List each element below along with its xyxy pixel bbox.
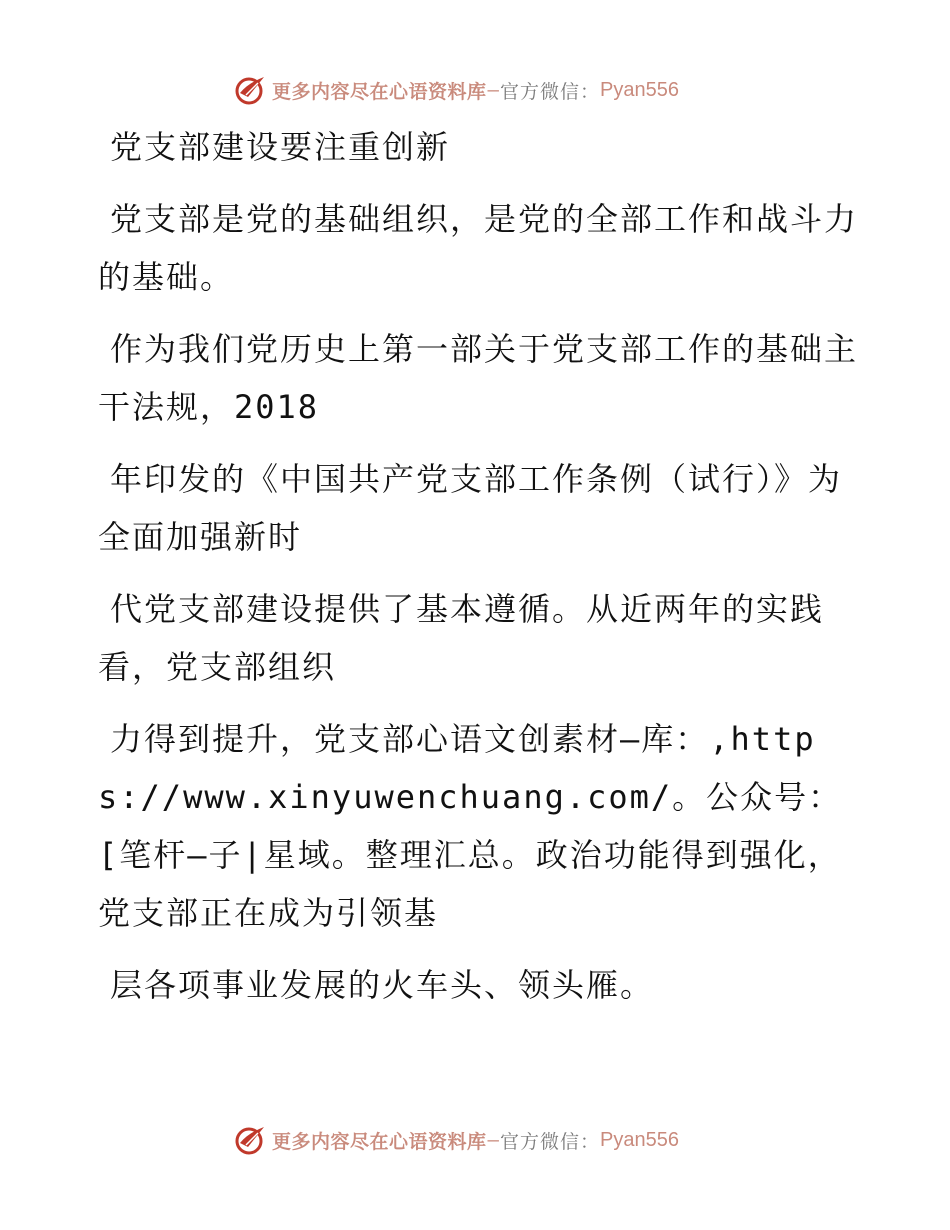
paragraph: 作为我们党历史上第一部关于党支部工作的基础主干法规，2018	[98, 330, 859, 426]
paragraph: 代党支部建设提供了基本遵循。从近两年的实践看，党支部组织	[98, 590, 825, 686]
paragraph: 党支部是党的基础组织，是党的全部工作和战斗力的基础。	[98, 200, 859, 296]
watermark-account: Pyan556	[599, 1128, 679, 1151]
paragraph: 层各项事业发展的火车头、领头雁。	[110, 966, 655, 1004]
paragraph: 力得到提升，党支部心语文创素材—库：,https://www.xinyuwenchuang.com/。公众号：[笔杆—子|星域。整理汇总。政治功能得到强化，党支部正在成为引领基	[98, 720, 843, 932]
footer-watermark	[234, 1122, 679, 1158]
watermark-label: 官方微信：	[499, 80, 600, 103]
watermark-account: Pyan556	[599, 78, 679, 101]
brush-pen-logo-icon	[234, 73, 268, 107]
watermark-site-text: 更多内容尽在心语资料库	[272, 80, 487, 103]
watermark-label: 官方微信：	[499, 1130, 600, 1153]
paragraph: 年印发的《中国共产党支部工作条例（试行）》为全面加强新时	[98, 460, 843, 556]
watermark-dash: —	[487, 79, 499, 101]
document-title: 党支部建设要注重创新	[110, 128, 451, 166]
watermark-dash: —	[487, 1129, 499, 1151]
document-body	[98, 118, 858, 1014]
header-watermark	[234, 72, 679, 108]
watermark-site-text: 更多内容尽在心语资料库	[272, 1130, 487, 1153]
brush-pen-logo-icon	[234, 1123, 268, 1157]
